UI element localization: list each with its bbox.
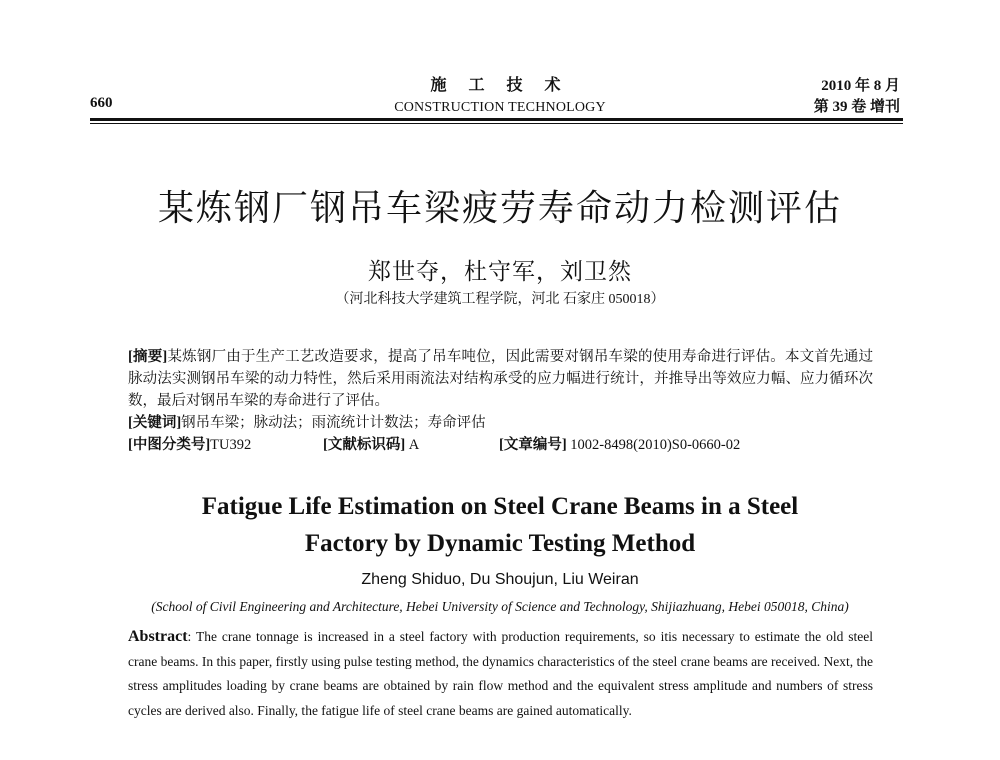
- page-number: 660: [90, 95, 113, 111]
- keywords-label: [关键词]: [128, 415, 182, 431]
- issue-info: [814, 76, 900, 117]
- abstract-en: [128, 625, 873, 723]
- abstract-cn-text: 某炼钢厂由于生产工艺改造要求，提高了吊车吨位，因此需要对钢吊车梁的使用寿命进行评估。本文首先通过脉动法实测钢吊车梁的动力特性，然后采用雨流法对结构承受的应力幅进行统计，并推导出等效应力幅、应力循环次数，最后对钢吊车梁的寿命进行了评估。: [128, 349, 873, 409]
- doc-code-value: A: [408, 437, 420, 453]
- clc-label: [中图分类号]: [128, 437, 211, 453]
- keywords-text: 钢吊车梁；脉动法；雨流统计计数法；寿命评估: [181, 415, 486, 431]
- clc-number: [128, 434, 323, 456]
- clc-value: TU392: [210, 437, 252, 453]
- header-rule-thin: [90, 123, 903, 124]
- issue-date: 2010 年 8 月: [821, 78, 900, 94]
- article-id-value: 1002-8498(2010)S0-0660-02: [570, 437, 741, 453]
- title-en-line2: Factory by Dynamic Testing Method: [304, 530, 696, 557]
- article-id: [499, 434, 740, 456]
- journal-name-en: CONSTRUCTION TECHNOLOGY: [394, 100, 606, 115]
- issue-volume: 第 39 卷 增刊: [813, 99, 900, 115]
- doc-code-label: [文献标识码]: [323, 437, 406, 453]
- abstract-en-text: : The crane tonnage is increased in a steel factory with production requirements, so itis necessary to estimate the old steel crane beams. In this paper, firstly using pulse testing method, the dynamics characteristics of the steel crane beams are received. Next, the stress amplitudes loading by crane beams are obtained by rain flow method and the equivalent stress amplitude and numbers of stress cycles are derived also. Finally, the fatigue life of steel crane beams are gained automatically.: [128, 629, 873, 718]
- abstract-en-label: Abstract: [128, 628, 188, 645]
- journal-header: [360, 76, 640, 117]
- authors-en: Zheng Shiduo, Du Shoujun, Liu Weiran: [361, 571, 639, 588]
- doc-code: [323, 434, 499, 456]
- authors-cn: 郑世夺，杜守军，刘卫然: [368, 259, 632, 284]
- article-id-label: [文章编号]: [499, 437, 567, 453]
- classification-row: [128, 434, 873, 456]
- abstract-cn: [128, 346, 873, 412]
- header-rule-thick: [90, 118, 903, 121]
- affiliation-en: (School of Civil Engineering and Architecture, Hebei University of Science and Technology, Shijiazhuang, Hebei 050018, China): [151, 599, 849, 614]
- affiliation-cn: （河北科技大学建筑工程学院，河北 石家庄 050018）: [335, 292, 665, 307]
- abstract-cn-block: [128, 346, 873, 456]
- journal-name-cn: 施 工 技 术: [430, 77, 570, 94]
- keywords-cn: [128, 412, 873, 434]
- abstract-cn-label: [摘要]: [128, 349, 168, 365]
- title-cn: 某炼钢厂钢吊车梁疲劳寿命动力检测评估: [157, 188, 842, 228]
- title-en: [90, 488, 910, 562]
- title-en-line1: Fatigue Life Estimation on Steel Crane Beams in a Steel: [201, 493, 799, 520]
